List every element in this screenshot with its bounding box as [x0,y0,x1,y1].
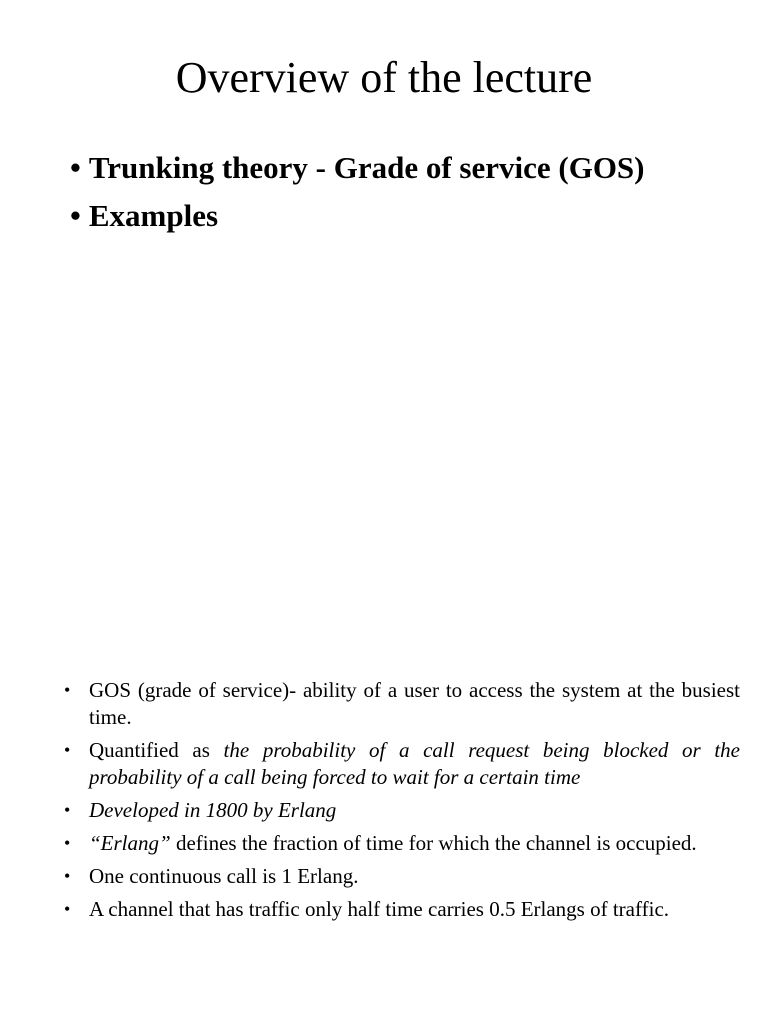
note-item [64,830,740,857]
slide-title: Overview of the lecture [175,53,593,102]
note-item [64,797,740,824]
notes-list [64,677,740,929]
note-item [64,863,740,890]
note-item [64,677,740,731]
note-text: A channel that has traffic only half time carries 0.5 Erlangs of traffic. [89,897,670,921]
note-emphasis: the probability of a call request being blocked or the probability of a call being forced to wait for a certain time [89,738,740,789]
outline-item [70,146,690,190]
note-text: GOS (grade of service)- ability of a user to access the system at the busiest time. [89,678,740,729]
note-text: Quantified as [89,738,224,762]
bullet-icon: • [64,740,71,760]
note-emphasis: Developed in 1800 by Erlang [89,798,337,822]
note-text: One continuous call is 1 Erlang. [89,864,359,888]
outline-item-text: Examples [88,198,219,233]
note-item [64,737,740,791]
bullet-icon: • [70,150,81,185]
outline-item-text: Trunking theory - Grade of service (GOS) [88,150,645,185]
bullet-icon: • [64,866,71,886]
bullet-icon: • [64,899,71,919]
bullet-icon: • [70,198,81,233]
note-emphasis: “Erlang” [89,831,171,855]
bullet-icon: • [64,680,71,700]
bullet-icon: • [64,800,71,820]
note-text: defines the fraction of time for which the channel is occupied. [170,831,697,855]
outline-list [70,146,690,242]
outline-item [70,194,690,238]
note-item [64,896,740,923]
bullet-icon: • [64,833,71,853]
